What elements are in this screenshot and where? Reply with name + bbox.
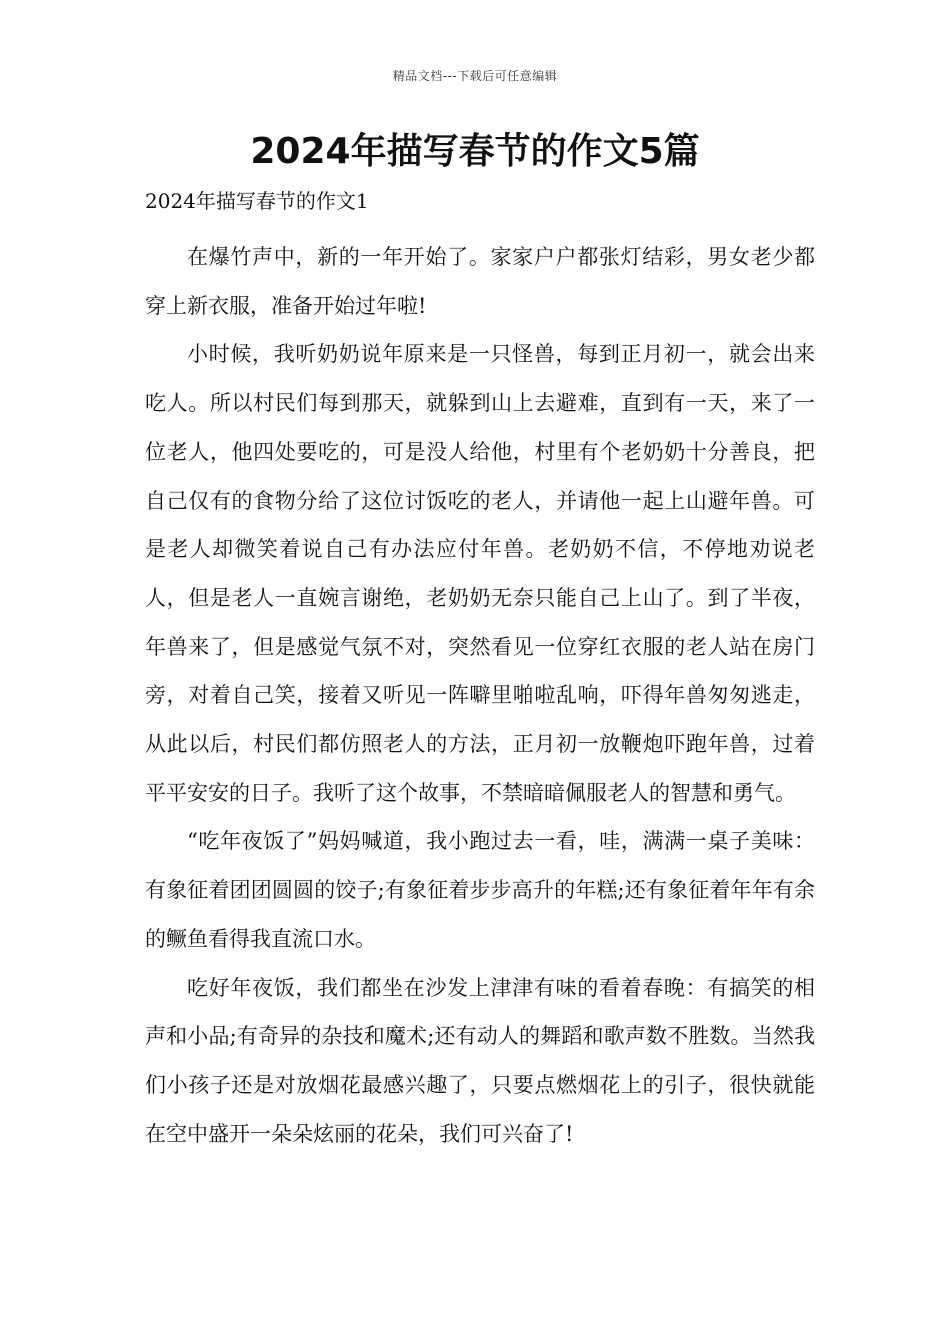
document-body [145,233,815,1158]
paragraph: 小时候，我听奶奶说年原来是一只怪兽，每到正月初一，就会出来吃人。所以村民们每到那天，就躲到山上去避难，直到有一天，来了一位老人，他四处要吃的，可是没人给他，村里有个老奶奶十分善良，把自己仅有的食物分给了这位讨饭吃的老人，并请他一起上山避年兽。可是老人却微笑着说自己有办法应付年兽。老奶奶不信，不停地劝说老人，但是老人一直婉言谢绝，老奶奶无奈只能自己上山了。到了半夜，年兽来了，但是感觉气氛不对，突然看见一位穿红衣服的老人站在房门旁，对着自己笑，接着又听见一阵噼里啪啦乱响，吓得年兽匆匆逃走，从此以后，村民们都仿照老人的方法，正月初一放鞭炮吓跑年兽，过着平平安安的日子。我听了这个故事，不禁暗暗佩服老人的智慧和勇气。 [145,342,815,805]
paragraph: 在爆竹声中，新的一年开始了。家家户户都张灯结彩，男女老少都穿上新衣服，准备开始过年啦! [145,245,815,318]
document-title: 2024年描写春节的作文5篇 [250,131,700,172]
header-note: 精品文档---下载后可任意编辑 [392,69,558,83]
section-heading: 2024年描写春节的作文1 [145,189,369,213]
paragraph: 吃好年夜饭，我们都坐在沙发上津津有味的看着春晚：有搞笑的相声和小品;有奇异的杂技和魔术;还有动人的舞蹈和歌声数不胜数。当然我们小孩子还是对放烟花最感兴趣了，只要点燃烟花上的引子，很快就能在空中盛开一朵朵炫丽的花朵，我们可兴奋了! [145,975,815,1146]
paragraph: “吃年夜饭了”妈妈喊道，我小跑过去一看，哇，满满一桌子美味：有象征着团团圆圆的饺子;有象征着步步高升的年糕;还有象征着年年有余的鳜鱼看得我直流口水。 [145,829,815,951]
